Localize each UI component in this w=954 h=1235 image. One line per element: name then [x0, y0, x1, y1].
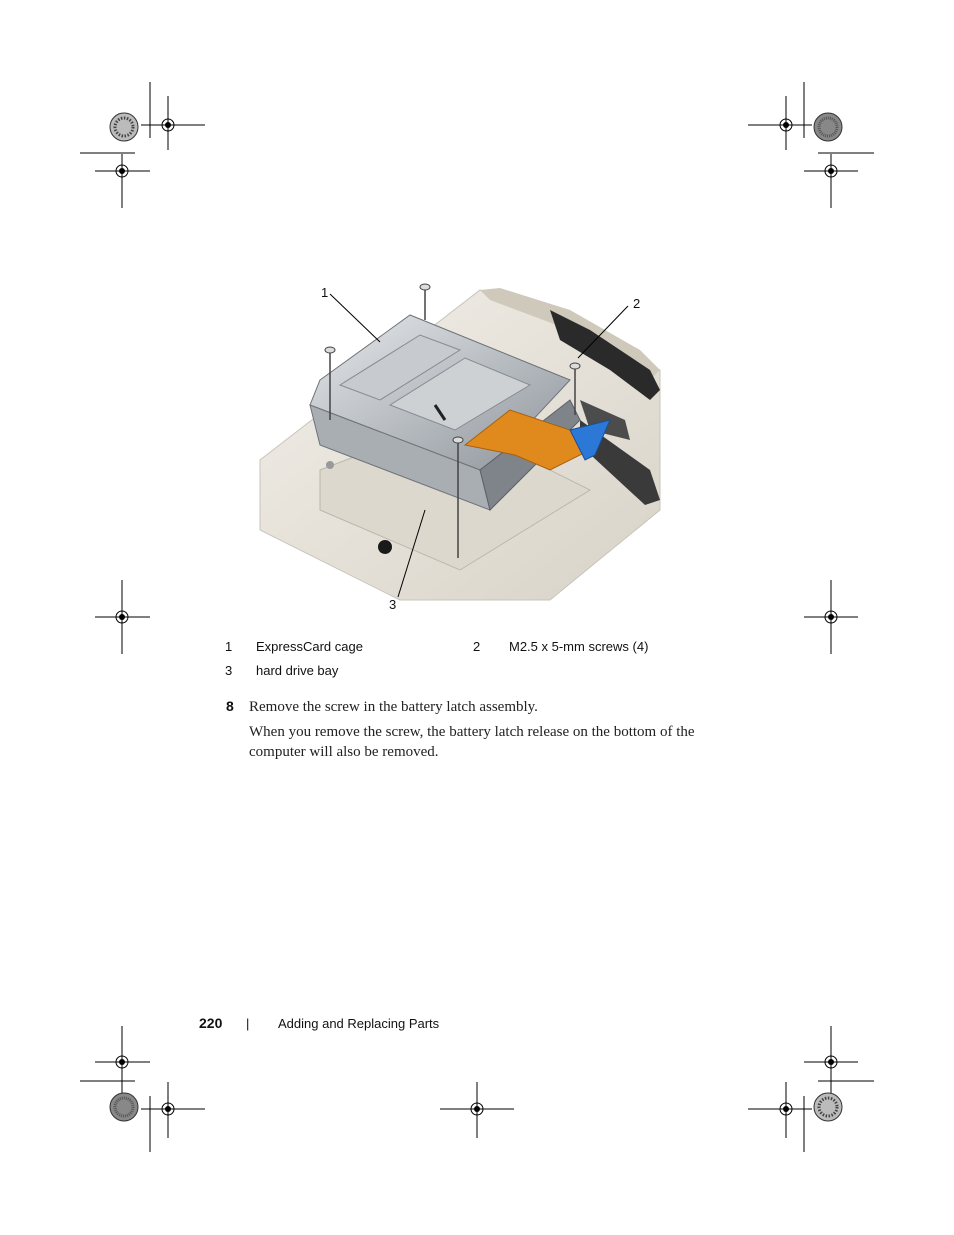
callout-3: 3 — [389, 597, 397, 612]
footer-separator: | — [246, 1016, 250, 1031]
step-instruction: Remove the screw in the battery latch assembly. — [249, 699, 538, 715]
callout-2: 2 — [633, 296, 641, 311]
legend-num-1: 1 — [225, 639, 233, 654]
footer-section-title: Adding and Replacing Parts — [278, 1016, 440, 1031]
illustration-art — [250, 270, 670, 610]
page-number: 220 — [199, 1015, 223, 1031]
callout-1: 1 — [321, 285, 329, 300]
step-note-line-2: computer will also be removed. — [249, 744, 439, 760]
legend-num-3: 3 — [225, 663, 233, 678]
legend-label-3: hard drive bay — [256, 663, 339, 678]
expresscard-cage-illustration — [250, 270, 670, 610]
legend-label-2: M2.5 x 5-mm screws (4) — [509, 639, 649, 654]
legend-label-1: ExpressCard cage — [256, 639, 363, 654]
step-note-line-1: When you remove the screw, the battery latch release on the bottom of the — [249, 724, 695, 740]
legend-num-2: 2 — [473, 639, 481, 654]
step-number: 8 — [226, 698, 234, 714]
